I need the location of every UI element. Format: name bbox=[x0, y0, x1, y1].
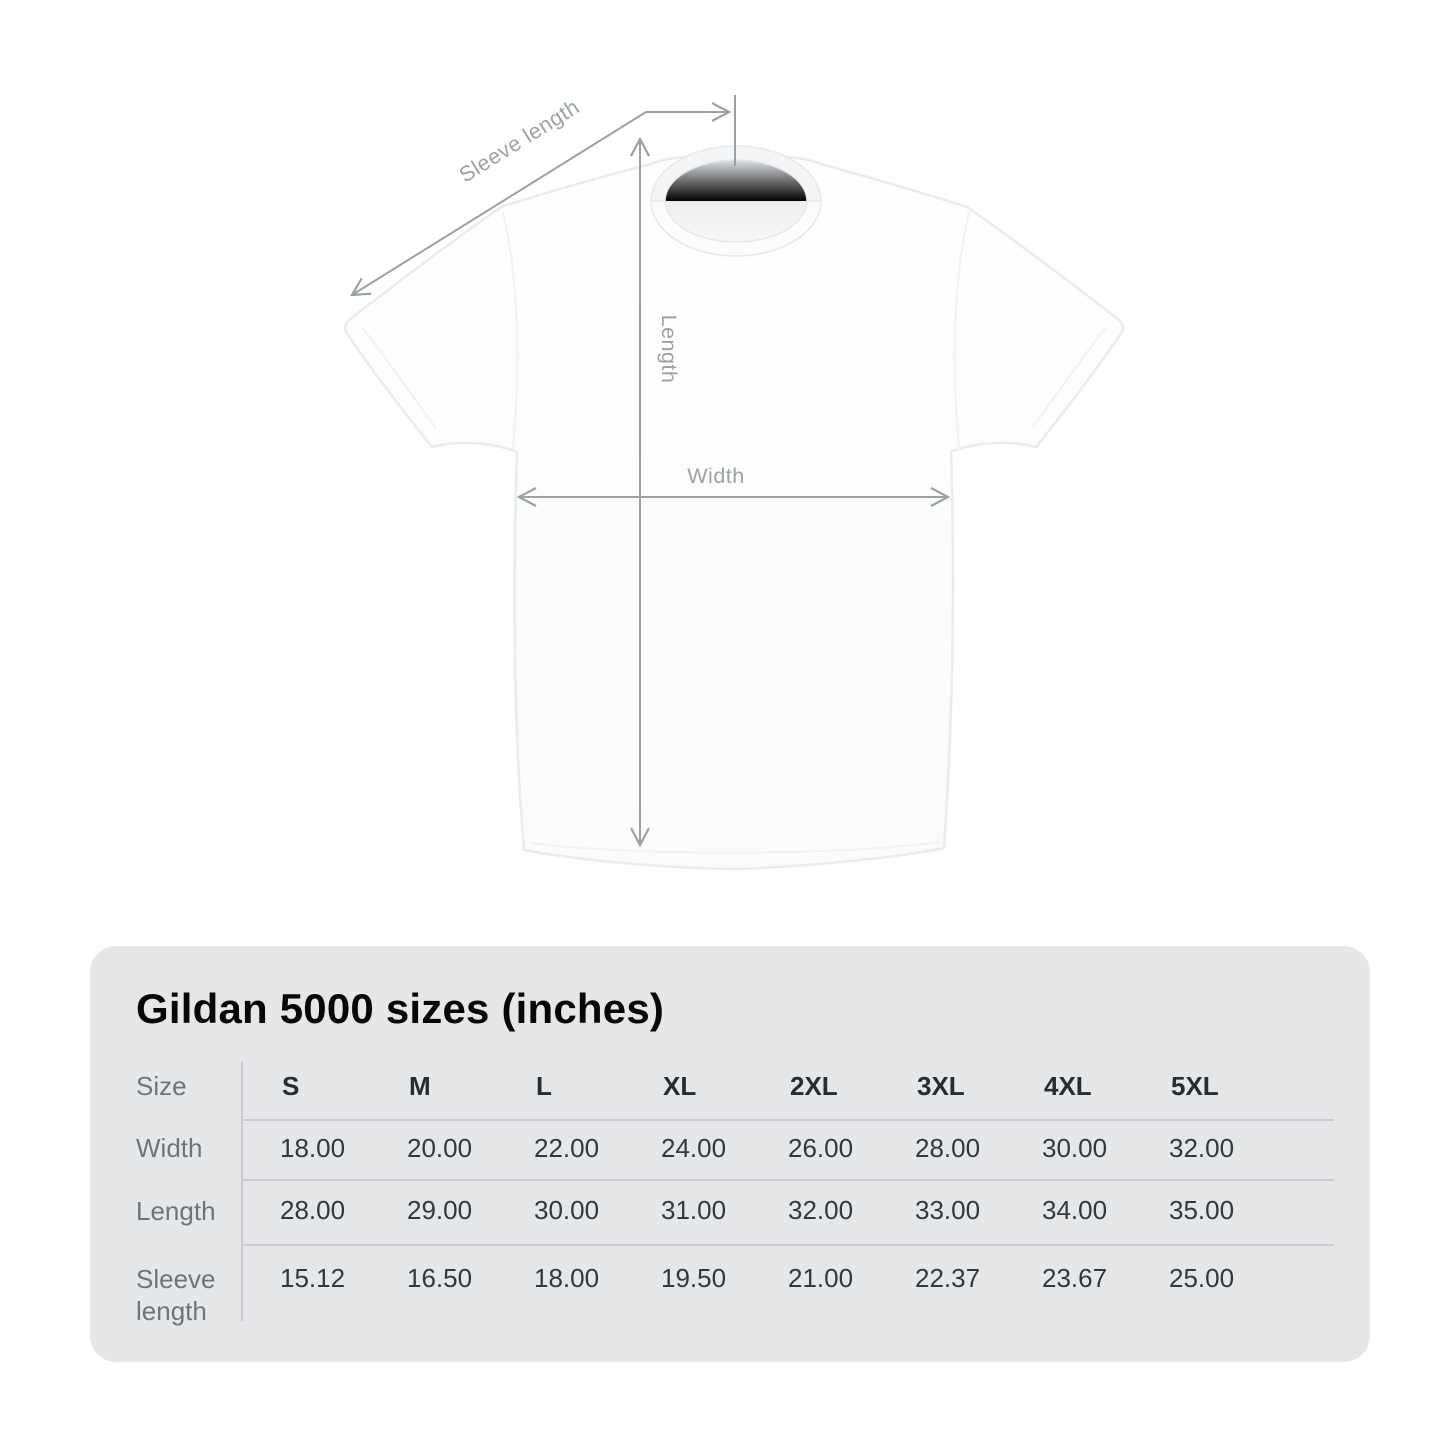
column-header-2xl: 2XL bbox=[790, 1070, 838, 1101]
row-label-sleeve-length: Sleeve length bbox=[136, 1264, 216, 1326]
column-header-xl: XL bbox=[663, 1070, 697, 1101]
column-header-3xl: 3XL bbox=[917, 1070, 965, 1101]
table-cell: 18.00 bbox=[534, 1263, 600, 1293]
row-label-width: Width bbox=[136, 1133, 203, 1163]
table-cell: 30.00 bbox=[1042, 1132, 1108, 1163]
size-chart-panel bbox=[90, 946, 1370, 1362]
table-cell: 18.00 bbox=[280, 1132, 346, 1163]
table-cell: 28.00 bbox=[915, 1132, 981, 1163]
table-cell: 34.00 bbox=[1042, 1195, 1108, 1225]
column-header-5xl: 5XL bbox=[1171, 1070, 1219, 1101]
column-header-4xl: 4XL bbox=[1044, 1070, 1092, 1101]
size-table bbox=[136, 1054, 1257, 1335]
row-label-length: Length bbox=[136, 1195, 216, 1226]
width-label: Width bbox=[687, 464, 745, 488]
table-cell: 32.00 bbox=[1169, 1132, 1235, 1163]
table-cell: 22.00 bbox=[534, 1132, 600, 1163]
tshirt-body bbox=[345, 154, 1123, 869]
table-cell: 29.00 bbox=[407, 1195, 473, 1225]
sleeve-length-label: Sleeve length bbox=[454, 94, 584, 188]
table-cell: 33.00 bbox=[915, 1195, 981, 1225]
table-cell: 30.00 bbox=[534, 1195, 600, 1225]
table-cell: 15.12 bbox=[280, 1263, 346, 1293]
table-cell: 28.00 bbox=[280, 1195, 346, 1225]
column-header-m: M bbox=[409, 1070, 431, 1101]
table-cell: 25.00 bbox=[1169, 1263, 1235, 1293]
table-cell: 35.00 bbox=[1169, 1195, 1235, 1225]
table-cell: 21.00 bbox=[788, 1263, 854, 1293]
column-header-s: S bbox=[282, 1070, 300, 1101]
table-corner-label: Size bbox=[136, 1071, 187, 1101]
table-cell: 24.00 bbox=[661, 1132, 727, 1163]
table-cell: 23.67 bbox=[1042, 1263, 1108, 1293]
length-label: Length bbox=[657, 314, 681, 384]
size-chart-title: Gildan 5000 sizes (inches) bbox=[136, 985, 665, 1032]
tshirt-graphic bbox=[345, 146, 1123, 869]
column-header-l: L bbox=[536, 1070, 552, 1101]
table-cell: 22.37 bbox=[915, 1263, 981, 1293]
table-cell: 31.00 bbox=[661, 1195, 727, 1225]
table-cell: 19.50 bbox=[661, 1263, 727, 1293]
table-cell: 16.50 bbox=[407, 1263, 473, 1293]
table-cell: 32.00 bbox=[788, 1195, 854, 1225]
table-cell: 26.00 bbox=[788, 1132, 854, 1163]
table-cell: 20.00 bbox=[407, 1132, 473, 1163]
